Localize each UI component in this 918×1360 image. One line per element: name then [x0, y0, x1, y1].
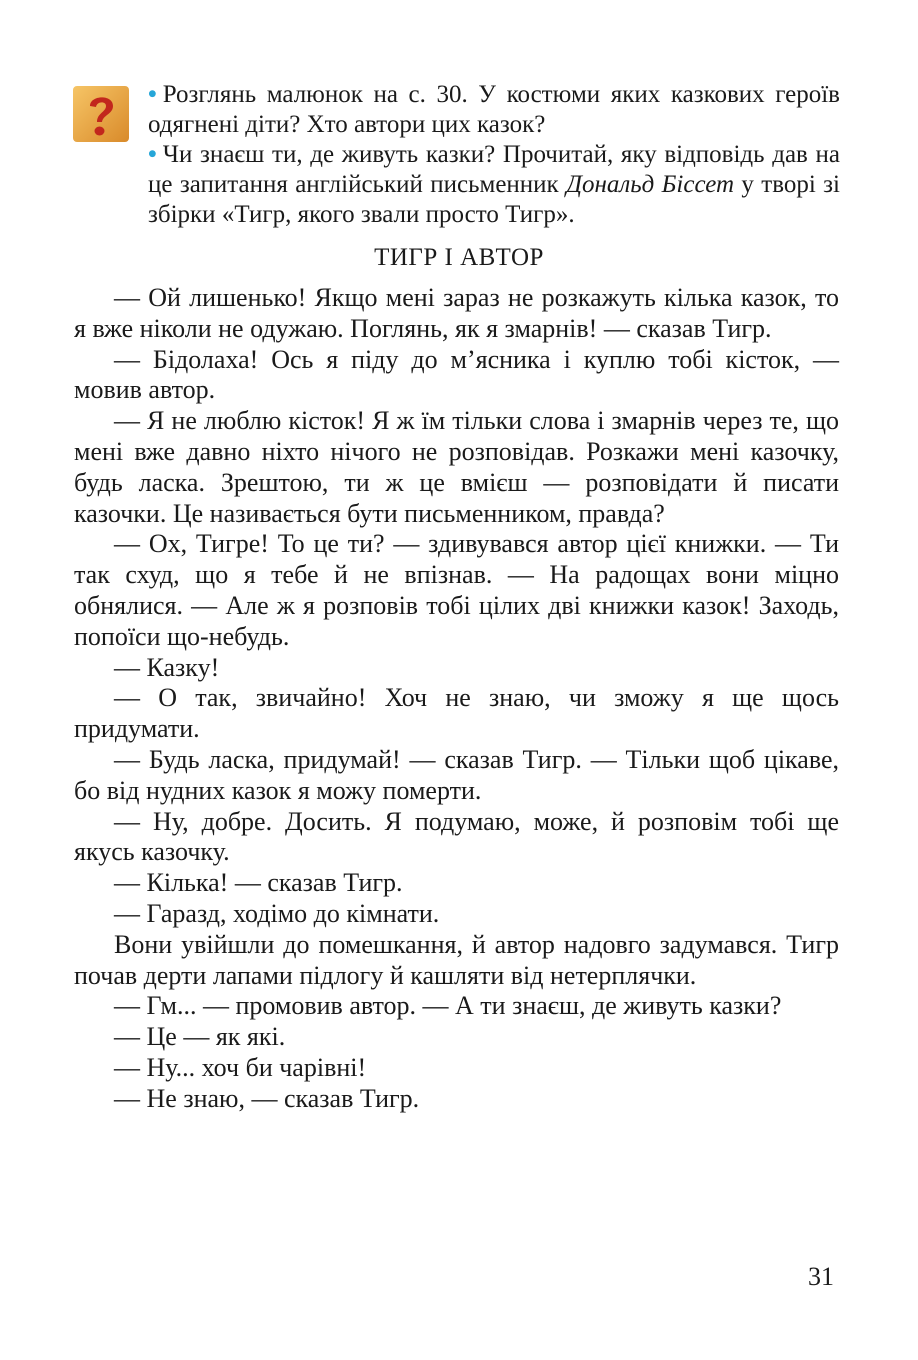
- paragraph: — Кілька! — сказав Тигр.: [114, 868, 403, 898]
- bullet-icon: •: [148, 141, 157, 168]
- paragraph: — Не знаю, — сказав Тигр.: [114, 1083, 420, 1113]
- paragraph: — Бідолаха! Ось я піду до м’ясника і куплю тобі кісток, — мовив автор.: [74, 344, 839, 405]
- intro-question-1: • Розглянь малюнок на с. 30. У костюми яких казкових героїв одягнені діти? Хто автори цих казок?: [148, 81, 840, 138]
- paragraph: — Казку!: [114, 652, 220, 682]
- paragraph: — Будь ласка, придумай! — сказав Тигр. — Тільки щоб цікаве, бо від нудних казок я можу померти.: [74, 744, 839, 805]
- intro-question-2: • Чи знаєш ти, де живуть казки? Прочитай, яку відповідь дав на це запитання англійський письменник Дональд Біссет у творі зі збірки «Тигр, якого звали просто Тигр».: [148, 141, 841, 228]
- paragraph: Вони увійшли до помешкання, й автор надовго задумався. Тигр почав дерти лапами підлогу й кашляти від нетерплячки.: [74, 929, 839, 990]
- paragraph: — Гм... — промовив автор. — А ти знаєш, де живуть казки?: [114, 991, 782, 1021]
- intro-questions: [148, 80, 840, 230]
- story-text: [74, 283, 839, 1115]
- paragraph: — Ой лишенько! Якщо мені зараз не розкажуть кілька казок, то я вже ніколи не одужаю. Поглянь, як я змарнів! — сказав Тигр.: [74, 283, 839, 343]
- paragraph: — О так, звичайно! Хоч не знаю, чи зможу я ще щось придумати.: [74, 683, 839, 744]
- paragraph: — Я не люблю кісток! Я ж їм тільки слова і змарнів через те, що мені вже давно ніхто нічого не розповідав. Розкажи мені казочку, будь ласка. Зрештою, ти ж це вмієш — розповідати й писати казочки. Це називається бути письменником, правда?: [74, 406, 839, 528]
- paragraph: — Ну, добре. Досить. Я подумаю, може, й розповім тобі ще якусь казочку.: [74, 806, 839, 867]
- author-name: Дональд Біссет: [566, 171, 735, 198]
- paragraph: — Ну... хоч би чарівні!: [114, 1052, 367, 1082]
- paragraph: — Гаразд, ходімо до кімнати.: [114, 898, 440, 928]
- question-mark-icon: [73, 86, 129, 142]
- bullet-icon: •: [148, 81, 157, 108]
- paragraph: — Ох, Тигре! То це ти? — здивувався автор цієї книжки. — Ти так схуд, що я тебе й не впізнав. — На радощах вони міцно обнялися. — Але ж я розповів тобі цілих дві книжки казок! Заходь, попоїси що-небудь.: [74, 529, 839, 651]
- paragraph: — Це — як які.: [114, 1022, 286, 1052]
- page-number: 31: [808, 1262, 834, 1291]
- story-title: ТИГР І АВТОР: [374, 244, 544, 271]
